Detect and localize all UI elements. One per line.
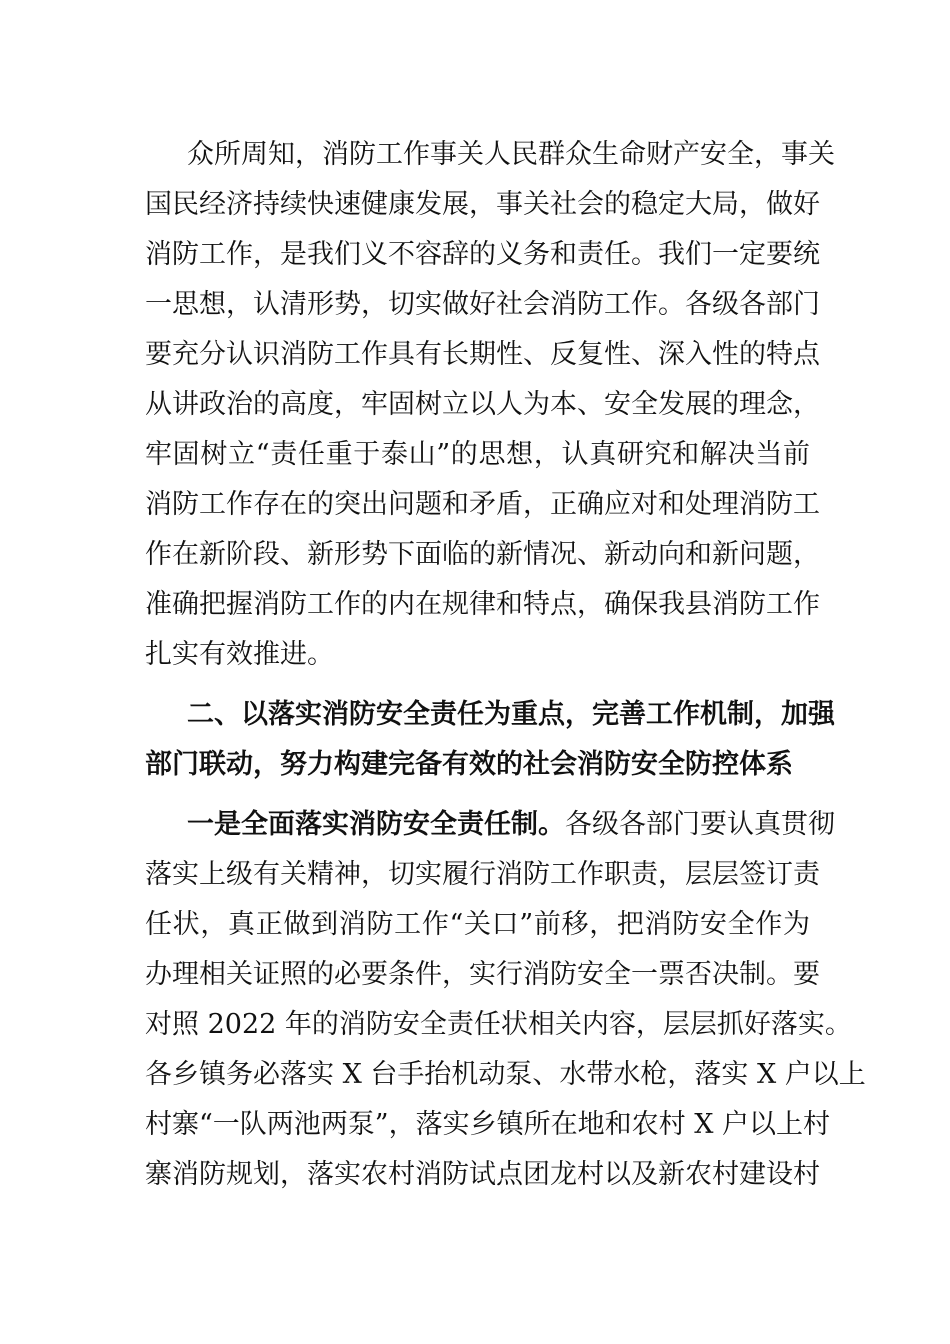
lead-rest-text: 各级各部门要认真贯彻 [565,809,835,840]
text-line: 国民经济持续快速健康发展，事关社会的稳定大局，做好 [145,189,820,220]
text-line: 要充分认识消防工作具有长期性、反复性、深入性的特点 [145,339,820,370]
text-line: 对照 2022 年的消防安全责任状相关内容，层层抓好落实。 [145,1009,852,1040]
text-line: 作在新阶段、新形势下面临的新情况、新动向和新问题， [145,539,820,570]
text-line: 一思想，认清形势，切实做好社会消防工作。各级各部门 [145,289,820,320]
text-line: 寨消防规划，落实农村消防试点团龙村以及新农村建设村 [145,1159,820,1190]
text-line: 各乡镇务必落实 X 台手抬机动泵、水带水枪，落实 X 户以上 [145,1059,866,1090]
text-line: 办理相关证照的必要条件，实行消防安全一票否决制。要 [145,959,820,990]
text-line: 众所周知，消防工作事关人民群众生命财产安全，事关 [187,139,835,170]
text-line: 消防工作，是我们义不容辞的义务和责任。我们一定要统 [145,239,820,270]
heading-line: 部门联动，努力构建完备有效的社会消防安全防控体系 [145,749,793,780]
lead-bold-text: 一是全面落实消防安全责任制。 [187,809,565,840]
text-line: 从讲政治的高度，牢固树立以人为本、安全发展的理念， [145,389,820,420]
text-line: 准确把握消防工作的内在规律和特点，确保我县消防工作 [145,589,820,620]
text-line: 落实上级有关精神，切实履行消防工作职责，层层签订责 [145,859,820,890]
text-line: 村寨“一队两池两泵”，落实乡镇所在地和农村 X 户以上村 [145,1109,830,1140]
text-line [145,800,835,850]
text-line: 牢固树立“责任重于泰山”的思想，认真研究和解决当前 [145,439,810,470]
text-line: 任状，真正做到消防工作“关口”前移，把消防安全作为 [145,909,810,940]
text-line: 扎实有效推进。 [145,639,334,670]
text-line: 消防工作存在的突出问题和矛盾，正确应对和处理消防工 [145,489,820,520]
heading-line: 二、以落实消防安全责任为重点，完善工作机制，加强 [187,699,835,730]
